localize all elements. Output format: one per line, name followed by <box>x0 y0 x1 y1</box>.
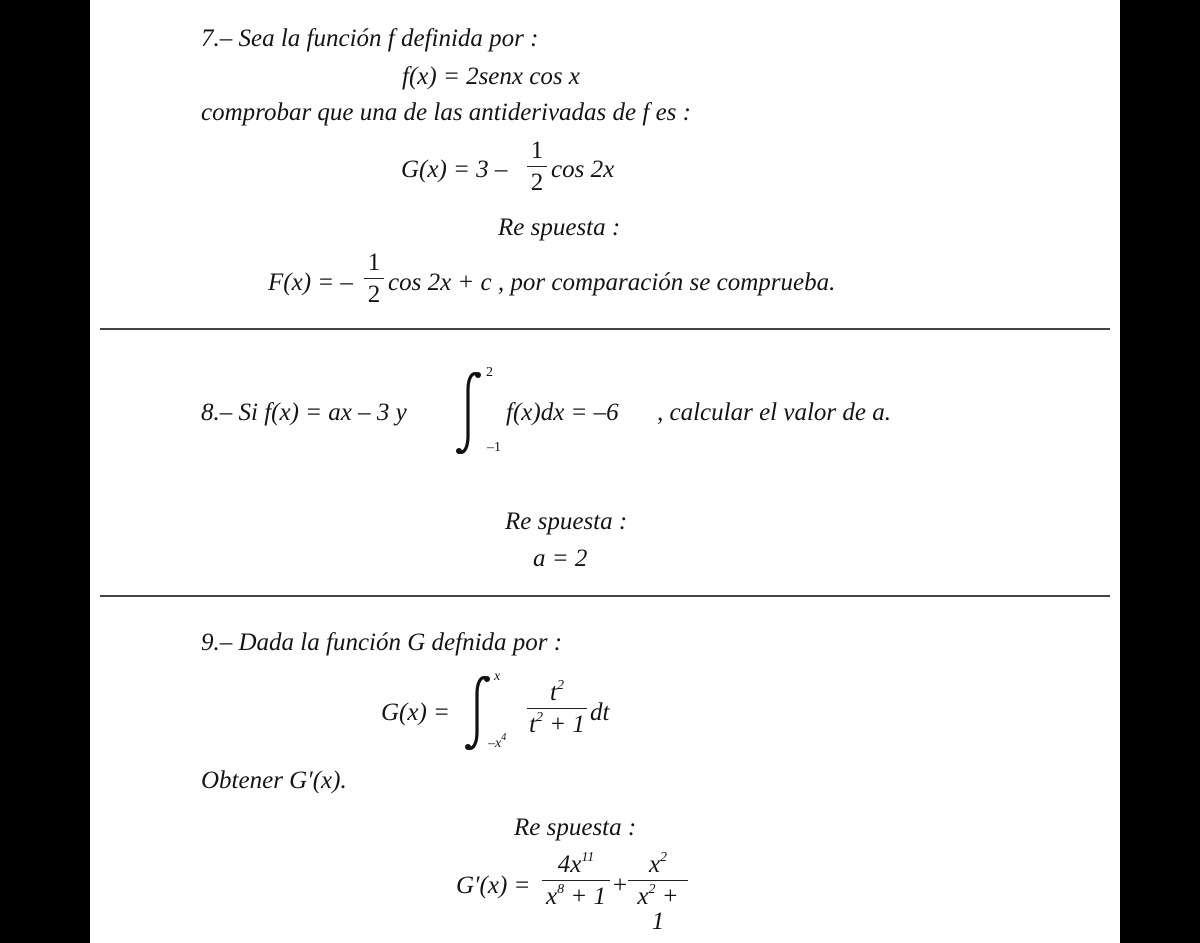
problem9-answer-label: Re spuesta : <box>514 814 637 841</box>
fraction-denominator: $t^2 + 1$ <box>529 710 585 739</box>
problem8-upper-limit: 2 <box>486 365 493 380</box>
document-page <box>90 0 1120 943</box>
problem7-instruction: comprobar que una de las antiderivadas de f es : <box>201 99 691 126</box>
problem8-answer-label: Re spuesta : <box>505 508 628 535</box>
problem9-upper-limit: x <box>494 669 501 684</box>
problem8-statement-rhs: , calcular el valor de a. <box>657 399 891 426</box>
fraction-denominator: $x^2 + 1$ <box>637 882 679 936</box>
problem9-integrand-fraction <box>527 680 587 737</box>
problem7-definition: f(x) = 2senx cos x <box>402 63 580 90</box>
fraction-numerator: $4x^{11}$ <box>557 850 595 878</box>
problem7-fraction <box>527 138 547 195</box>
answer-fraction-2 <box>628 852 688 934</box>
fraction-numerator: 1 <box>530 137 544 164</box>
problem9-dt: dt <box>590 699 610 726</box>
problem8-statement-lhs: 8.– Si f(x) = ax – 3 y <box>201 399 407 426</box>
plus-sign: + <box>613 872 628 899</box>
fraction-denominator: 2 <box>367 281 381 309</box>
problem7-heading: 7.– Sea la función f definida por : <box>201 25 539 52</box>
problem8-lower-limit: –1 <box>487 440 501 455</box>
problem7-answer-label: Re spuesta : <box>498 214 621 241</box>
problem7-answer-lhs: F(x) = – <box>268 269 353 296</box>
problem9-lhs: G(x) = <box>381 699 450 726</box>
fraction-numerator: $t^2$ <box>550 678 564 706</box>
section-divider <box>100 595 1110 597</box>
fraction-denominator: 2 <box>530 169 544 197</box>
problem9-lower-limit: $-x^4$ <box>488 732 507 751</box>
fraction-numerator: 1 <box>367 249 381 276</box>
problem8-integrand: f(x)dx = –6 <box>506 399 619 426</box>
problem9-answer-lhs: G′(x) = <box>456 872 531 899</box>
section-divider <box>100 328 1110 330</box>
problem7-antiderivative-rhs: cos 2x <box>551 156 615 183</box>
fraction-denominator: $x^8 + 1$ <box>546 882 606 911</box>
problem7-answer-rhs: cos 2x + c , por comparación se comprueba. <box>388 269 836 296</box>
problem7-answer-fraction <box>364 250 384 307</box>
answer-fraction-1 <box>542 852 610 909</box>
problem8-answer: a = 2 <box>533 545 588 572</box>
problem7-antiderivative-lhs: G(x) = 3 – <box>401 156 508 183</box>
integral-sign-icon <box>455 368 485 458</box>
fraction-numerator: $x^2$ <box>648 850 668 878</box>
problem9-heading: 9.– Dada la función G defnida por : <box>201 629 563 656</box>
problem9-instruction: Obtener G′(x). <box>201 767 347 794</box>
